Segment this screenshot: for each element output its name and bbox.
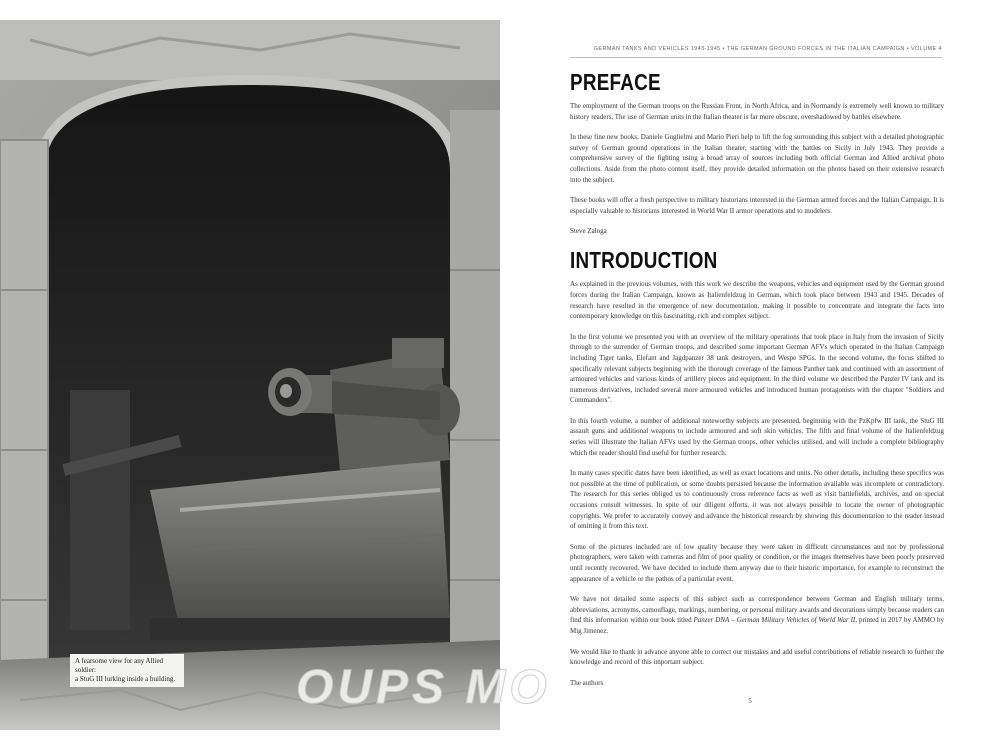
book-title: Panzer DNA – German Military Vehicles of World War II [693,616,856,625]
intro-paragraph-3: In this fourth volume, a number of additional noteworthy subjects are presented, beginning with the PzKpfw III tank, the StuG III assault guns and additional weapons to include armoured and soft skin vehicles. The fifth and final volume of the Italienfeldzug series will illustrate the Italian AFVs used by the German troops, other vehicles utilised, and will include a complete bibliography which the reader should find useful for further research. [570,416,944,457]
photo-caption [70,654,184,687]
header-rule [570,57,942,58]
introduction-heading: INTRODUCTION [570,247,718,274]
photo-illustration [0,20,500,730]
preface-paragraph-2: In these fine new books, Daniele Guglielmi and Mario Pieri help to lift the fog surrounding this subject with a detailed photographic survey of German ground operations in the Italian theater, starting with the battles on Sicily in July 1943. They provide a comprehensive survey of the fighting using a broad array of sources including both official German and Allied archival photo collections. Aside from the photo content itself, they provide detailed information on the photos based on their extensive research into the subject. [570,133,944,184]
intro-paragraph-5: Some of the pictures included are of low quality because they were taken in difficult circumstances and not by professional photographers, were taken with cameras and film of poor quality or condition, or the images themselves have been poorly preserved until recently recovered. We have decided to include them anyway due to their historic importance, for example to reconstruct the appearance of a vehicle or the pathos of a particular event. [570,542,944,583]
page-content [570,68,944,698]
intro-p6-end: , printed in 2017 by AMMO by Mig Jimenez. [570,616,945,635]
preface-signature: Steve Zaloga [570,227,607,236]
intro-p6-start: We have not detailed some aspects of this subject such as correspondence between German and English military terms, abbreviations, acronyms, camouflage, markings, numbering, or personal military awards and decorations simply because readers can find this information within our book titled [570,595,944,625]
watermark: OUPS MO [296,661,551,714]
running-head: GERMAN TANKS AND VEHICLES 1943-1945 • THE GERMAN GROUND FORCES IN THE ITALIAN CAMPAIGN • VOLUME 4 [593,46,942,52]
caption-line-1: A fearsome view for any Allied soldier: [75,657,164,674]
intro-paragraph-2: In the first volume we presented you with an overview of the military operations that took place in Italy from the invasion of Sicily through to the surrender of German troops, and described some important German AFVs which operated in the Italian Campaign including Tiger tanks, Elefant and Jagdpanzer 38 tank destroyers, and Wespe SPGs. In the second volume, the focus shifted to specifically relevant subjects beginning with the thorough coverage of the famous Panther tank and continued with an assortment of armoured vehicles and various kinds of artillery pieces and equipment. In the third volume we described the Panzer IV tank and its numerous derivatives, included several more armoured vehicles and introduced human protagonists with the chapter "Soldiers and Commanders". [570,332,944,405]
preface-heading: PREFACE [570,69,661,95]
intro-signature: The authors [570,678,604,687]
intro-paragraph-4: In many cases specific dates have been identified, as well as exact locations and units. No other details, including these specifics was not possible at the time of publication, or some doubts persisted because the information available was incomplete or contradictory. The research for this series obliged us to continuously cross reference facts as well as visit battlefields, archives, and on special occasions consult witnesses. In spite of our diligent efforts, it was not always possible to locate the owner of photographic copyrights. We prefer to accurately convey and advance the historical research by showing this documentation to the reader instead of omitting it from this text. [570,469,944,531]
book-spread [0,20,1000,730]
preface-paragraph-3: These books will offer a fresh perspective to military historians interested in the German armed forces and the Italian Campaign. It is especially valuable to historians interested in World War II armor operations and to modelers. [570,196,944,215]
stug-photograph [0,20,500,730]
caption-line-2: a StuG III lurking inside a building. [75,675,176,683]
intro-paragraph-1: As explained in the previous volumes, with this work we describe the weapons, vehicles and equipment used by the German ground forces during the Italian Campaign, known as Italienfeldzug in German, which took place between 1943 and 1945. Decades of research have resulted in the emergence of new documentation, making it possible to concentrate and integrate the facts into contemporary knowledge on this fascinating, rich and complex subject. [570,280,944,321]
preface-paragraph-1: The employment of the German troops on the Russian Front, in North Africa, and in Normandy is extremely well known to military history readers. The use of German units in the Italian theater is far more obscure, overshadowed by battles elsewhere. [570,102,944,121]
intro-paragraph-7: We would like to thank in advance anyone able to correct our mistakes and add useful contributions of reliable research to further the knowledge and record of this important subject. [570,647,944,667]
intro-paragraph-6 [570,594,944,636]
text-page [500,20,1000,730]
page-number: 5 [748,697,752,705]
